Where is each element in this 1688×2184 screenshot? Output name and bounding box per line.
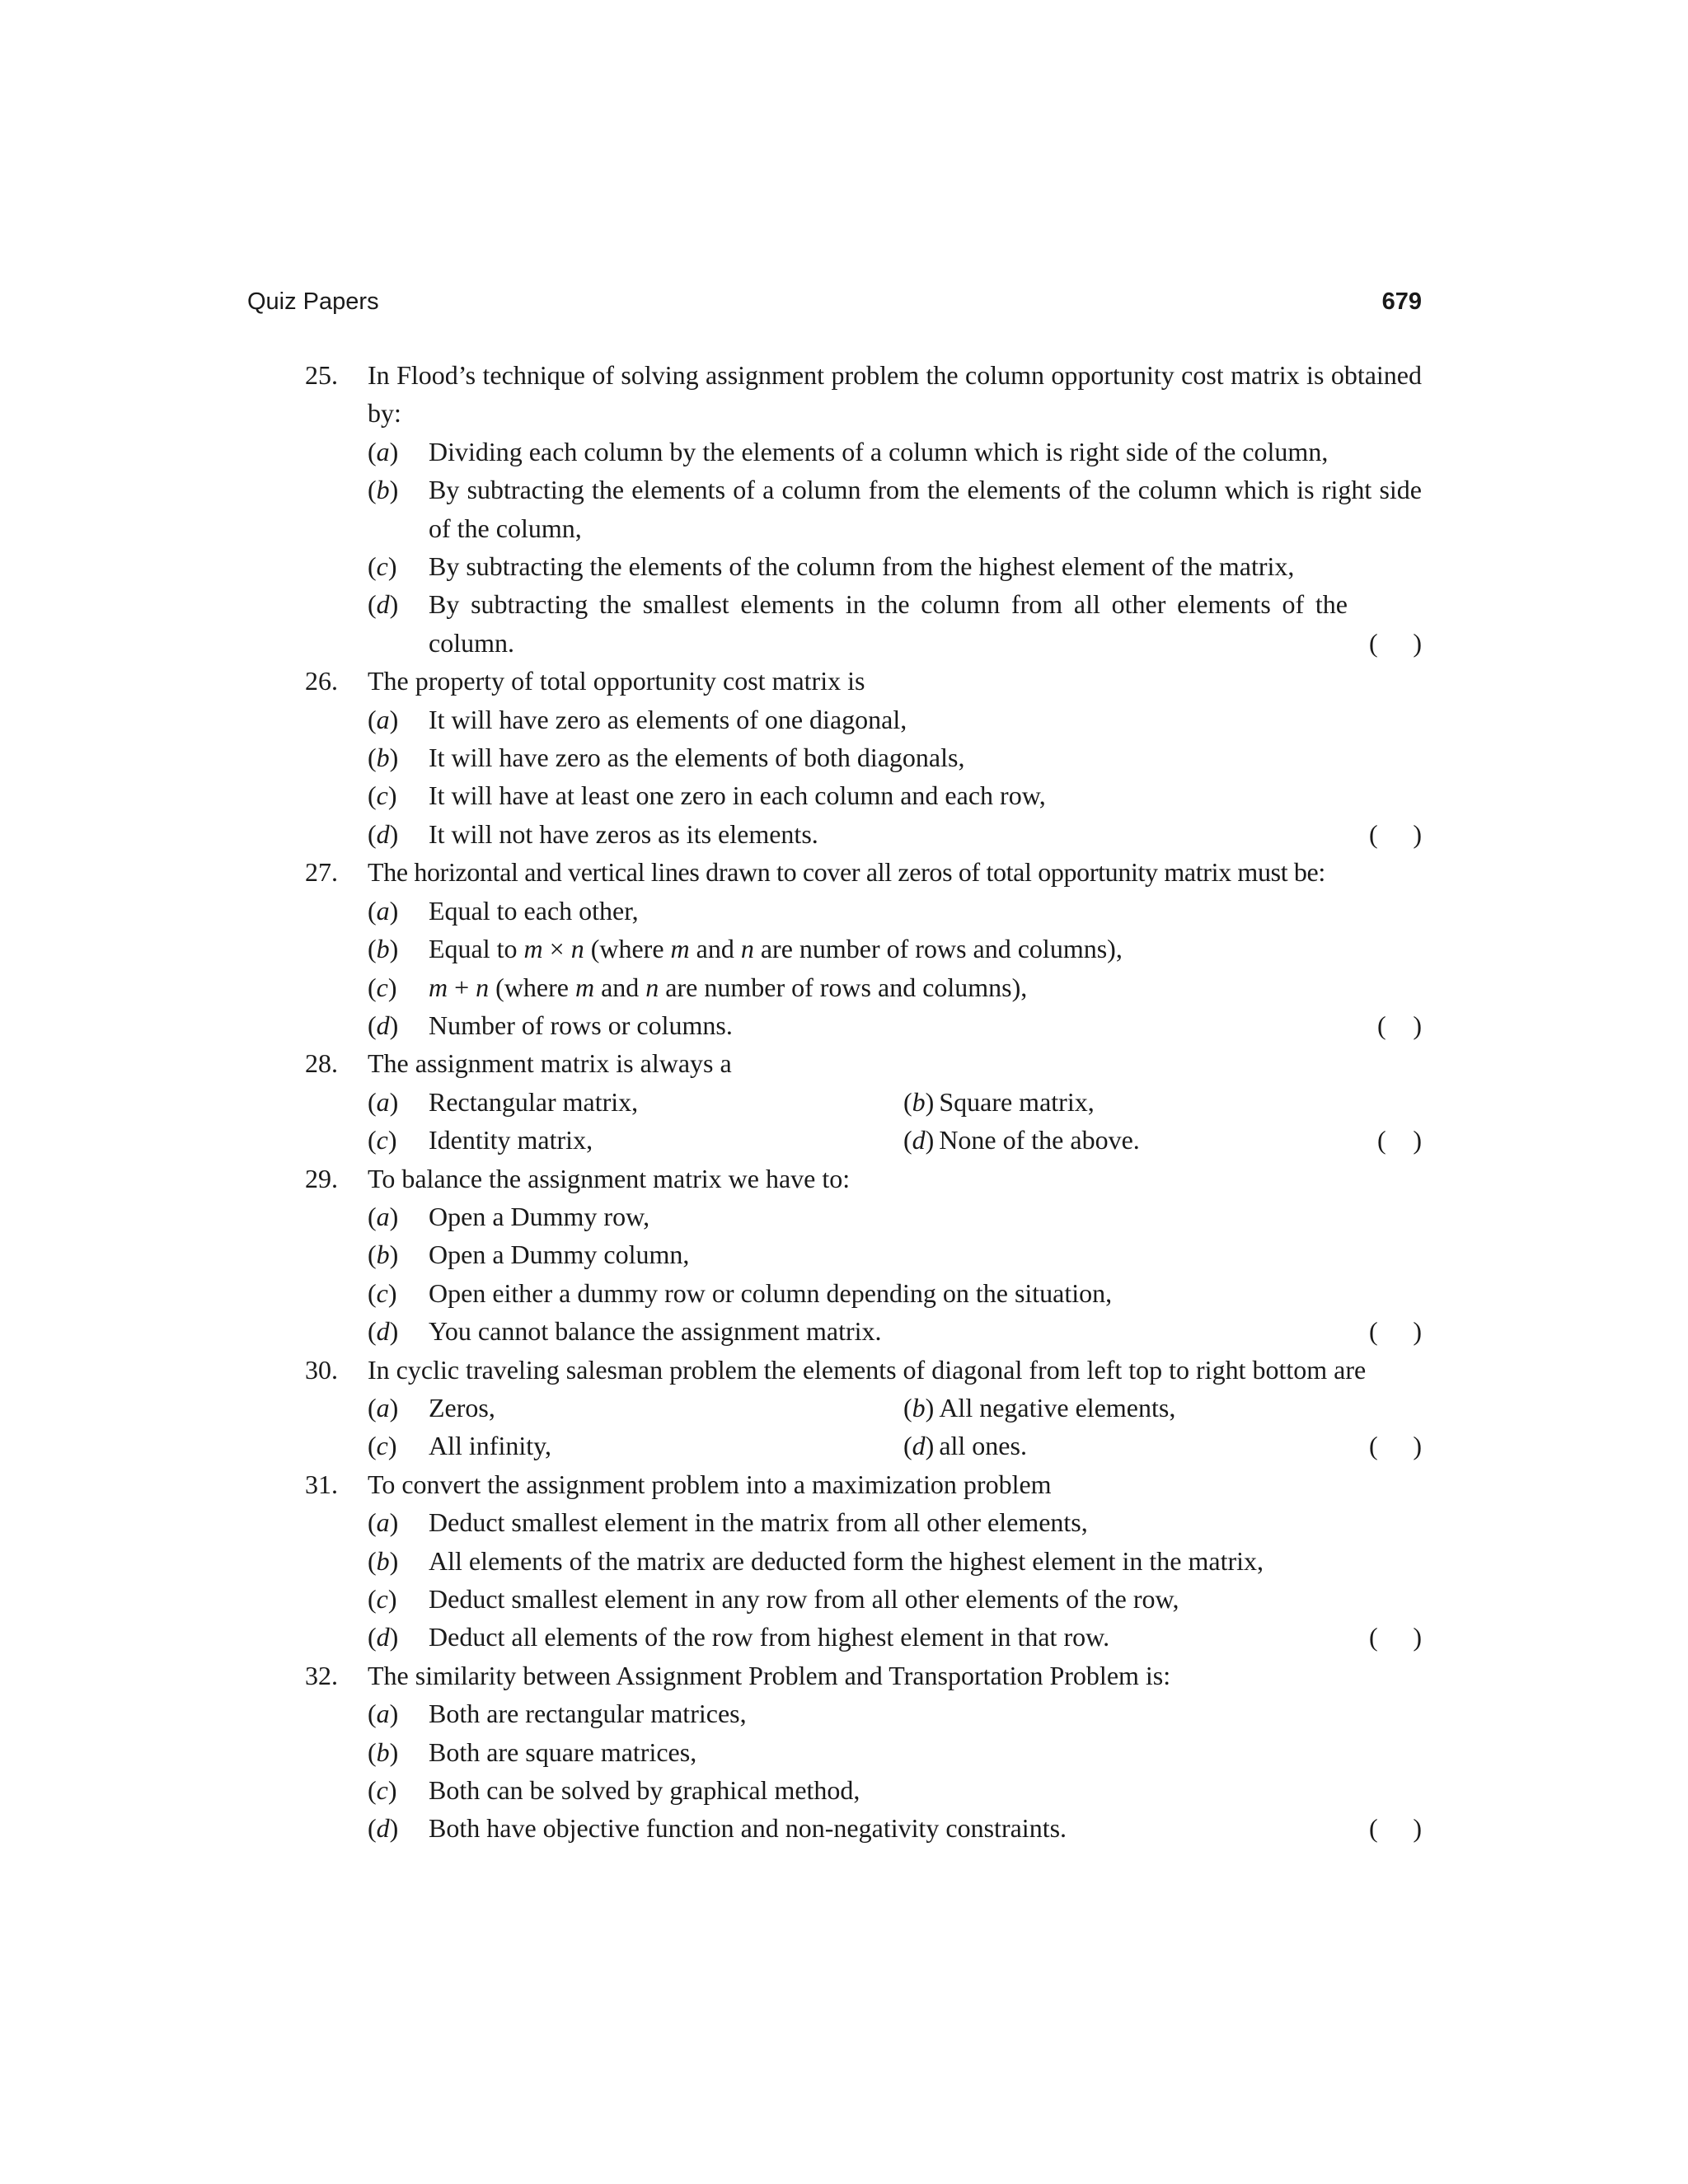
question <box>305 1657 1422 1848</box>
option-d: (d) Deduct all elements of the row from highest element in that row. ( ) <box>368 1618 1422 1656</box>
option-c: (c) Deduct smallest element in any row from all other elements of the row, <box>368 1580 1422 1618</box>
option-text: All negative elements, <box>939 1392 1176 1422</box>
option-text: It will not have zeros as its elements. <box>429 818 818 849</box>
option-b: (b) It will have zero as the elements of both diagonals, <box>368 738 1422 776</box>
option-text: Both have objective function and non-negativity constraints. <box>429 1813 1067 1844</box>
answer-blank[interactable]: ( ) <box>1369 627 1422 658</box>
option-text: all ones. <box>939 1431 1027 1461</box>
option-letter: d <box>376 1010 390 1040</box>
question-number: 31. <box>305 1469 338 1499</box>
question <box>305 356 1422 662</box>
question-text: The assignment matrix is always a <box>368 1048 732 1079</box>
option-letter: c <box>376 1584 388 1614</box>
option-a: (a) Rectangular matrix, <box>368 1083 903 1121</box>
option-text: Both can be solved by graphical method, <box>429 1775 860 1806</box>
option-letter: b <box>912 1392 926 1422</box>
option-text: Rectangular matrix, <box>429 1086 639 1117</box>
question-text: In cyclic traveling salesman problem the elements of diagonal from left top to right bottom are <box>368 1354 1367 1385</box>
question-text: The property of total opportunity cost matrix is <box>368 666 865 696</box>
question <box>305 1351 1422 1465</box>
option-a: (a) Dividing each column by the elements of a column which is right side of the column, <box>368 433 1422 471</box>
option-c: (c) Both can be solved by graphical method, <box>368 1771 1422 1809</box>
question-text: In Flood’s technique of solving assignment problem the column opportunity cost matrix is obtained by: <box>368 360 1422 429</box>
answer-blank[interactable]: ( ) <box>1377 1010 1422 1040</box>
option-b: (b) Square matrix, <box>903 1083 1095 1121</box>
option-letter: a <box>376 436 390 466</box>
option-c: (c) By subtracting the elements of the column from the highest element of the matrix, <box>368 547 1422 585</box>
question-text: The horizontal and vertical lines drawn to cover all zeros of total opportunity matrix must be: <box>368 857 1325 888</box>
option-text: It will have at least one zero in each column and each row, <box>429 780 1046 811</box>
answer-blank[interactable]: ( ) <box>1369 1431 1422 1461</box>
answer-blank[interactable]: ( ) <box>1377 1125 1422 1155</box>
option-a: (a) Deduct smallest element in the matrix from all other elements, <box>368 1503 1422 1541</box>
option-text: Deduct smallest element in the matrix from all other elements, <box>429 1507 1088 1538</box>
option-b: (b) All elements of the matrix are deducted form the highest element in the matrix, <box>368 1542 1422 1580</box>
option-letter: d <box>912 1125 926 1155</box>
option-letter: c <box>376 1125 388 1155</box>
option-d: (d) None of the above. <box>903 1121 1140 1159</box>
option-text: None of the above. <box>939 1125 1140 1155</box>
question-number: 25. <box>305 360 338 390</box>
question-number: 27. <box>305 857 338 888</box>
option-text: All infinity, <box>429 1431 552 1461</box>
option-text: Number of rows or columns. <box>429 1010 733 1040</box>
option-letter: d <box>376 1622 390 1652</box>
option-letter: d <box>376 589 390 620</box>
option-text: m + n (where m and n are number of rows and columns), <box>429 972 1028 1002</box>
option-pair <box>368 1121 1422 1159</box>
option-letter: a <box>376 1699 390 1729</box>
option-letter: b <box>376 1736 390 1767</box>
option-b: (b) Both are square matrices, <box>368 1733 1422 1771</box>
option-b: (b) Open a Dummy column, <box>368 1235 1422 1273</box>
option-text: Open a Dummy column, <box>429 1240 690 1270</box>
option-text: Both are rectangular matrices, <box>429 1699 747 1729</box>
option-text: By subtracting the smallest elements in the column from all other elements of the column. <box>429 589 1348 658</box>
question <box>305 853 1422 1044</box>
option-a: (a) Zeros, <box>368 1389 903 1427</box>
option-text: Equal to each other, <box>429 895 639 926</box>
option-d: (d) By subtracting the smallest elements in the column from all other elements of the column. ( ) <box>368 585 1422 662</box>
question-number: 26. <box>305 666 338 696</box>
option-b: (b) By subtracting the elements of a column from the elements of the column which is right side of the column, <box>368 471 1422 547</box>
option-b: (b) All negative elements, <box>903 1389 1175 1427</box>
option-letter: c <box>376 1277 388 1308</box>
option-c: (c) m + n (where m and n are number of rows and columns), <box>368 968 1422 1006</box>
option-letter: c <box>376 972 388 1002</box>
option-text: Square matrix, <box>939 1086 1095 1117</box>
option-letter: b <box>376 743 390 773</box>
question-number: 30. <box>305 1354 338 1385</box>
page-number: 679 <box>1381 288 1422 315</box>
option-pair <box>368 1083 1422 1121</box>
option-letter: a <box>376 1086 390 1117</box>
option-letter: b <box>912 1086 926 1117</box>
option-text: By subtracting the elements of a column from the elements of the column which is right side of the column, <box>429 475 1422 543</box>
question <box>305 1160 1422 1351</box>
option-text: Both are square matrices, <box>429 1736 697 1767</box>
option-letter: b <box>376 1240 390 1270</box>
option-a: (a) It will have zero as elements of one diagonal, <box>368 701 1422 738</box>
option-d: (d) all ones. <box>903 1427 1027 1465</box>
option-c: (c) Identity matrix, <box>368 1121 903 1159</box>
option-letter: d <box>376 1813 390 1844</box>
option-letter: d <box>376 1316 390 1347</box>
question-number: 29. <box>305 1163 338 1193</box>
page-header <box>247 288 1422 316</box>
option-letter: c <box>376 780 388 811</box>
option-a: (a) Both are rectangular matrices, <box>368 1694 1422 1732</box>
option-letter: a <box>376 1507 390 1538</box>
answer-blank[interactable]: ( ) <box>1369 1622 1422 1652</box>
question <box>305 1044 1422 1159</box>
option-text: Identity matrix, <box>429 1125 593 1155</box>
option-text: Dividing each column by the elements of a column which is right side of the column, <box>429 436 1329 466</box>
option-letter: d <box>912 1431 926 1461</box>
answer-blank[interactable]: ( ) <box>1369 1316 1422 1347</box>
option-d: (d) Both have objective function and non-negativity constraints. ( ) <box>368 1809 1422 1847</box>
option-c: (c) It will have at least one zero in each column and each row, <box>368 776 1422 814</box>
option-letter: a <box>376 704 390 734</box>
option-text: Deduct smallest element in any row from all other elements of the row, <box>429 1584 1179 1614</box>
option-d: (d) Number of rows or columns. ( ) <box>368 1006 1422 1044</box>
option-d: (d) It will not have zeros as its elements. ( ) <box>368 815 1422 853</box>
question <box>305 1465 1422 1657</box>
option-text: Deduct all elements of the row from highest element in that row. <box>429 1622 1110 1652</box>
answer-blank[interactable]: ( ) <box>1369 1813 1422 1844</box>
option-pair <box>368 1389 1422 1427</box>
option-letter: b <box>376 475 390 505</box>
question-list <box>305 356 1422 1848</box>
option-a: (a) Open a Dummy row, <box>368 1197 1422 1235</box>
option-c: (c) All infinity, <box>368 1427 903 1465</box>
question-number: 32. <box>305 1660 338 1690</box>
option-d: (d) You cannot balance the assignment matrix. ( ) <box>368 1312 1422 1350</box>
option-text: Equal to m × n (where m and n are number of rows and columns), <box>429 934 1123 964</box>
option-text: All elements of the matrix are deducted form the highest element in the matrix, <box>429 1545 1264 1576</box>
answer-blank[interactable]: ( ) <box>1369 818 1422 849</box>
option-letter: b <box>376 1545 390 1576</box>
option-letter: c <box>376 1431 388 1461</box>
option-pair <box>368 1427 1422 1465</box>
option-letter: c <box>376 551 388 582</box>
option-letter: b <box>376 934 390 964</box>
question-text: The similarity between Assignment Problem and Transportation Problem is: <box>368 1660 1171 1690</box>
option-letter: a <box>376 1392 390 1422</box>
option-a: (a) Equal to each other, <box>368 892 1422 930</box>
option-letter: d <box>376 818 390 849</box>
running-title: Quiz Papers <box>247 288 379 315</box>
option-text: By subtracting the elements of the column from the highest element of the matrix, <box>429 551 1295 582</box>
option-text: Open a Dummy row, <box>429 1201 650 1231</box>
option-letter: c <box>376 1775 388 1806</box>
option-text: Open either a dummy row or column depending on the situation, <box>429 1277 1113 1308</box>
option-text: Zeros, <box>429 1392 495 1422</box>
option-b: (b) Equal to m × n (where m and n are number of rows and columns), <box>368 930 1422 968</box>
option-text: It will have zero as elements of one diagonal, <box>429 704 907 734</box>
option-letter: a <box>376 1201 390 1231</box>
option-c: (c) Open either a dummy row or column depending on the situation, <box>368 1274 1422 1312</box>
option-letter: a <box>376 895 390 926</box>
option-text: It will have zero as the elements of both diagonals, <box>429 743 965 773</box>
question-text: To balance the assignment matrix we have to: <box>368 1163 851 1193</box>
question-number: 28. <box>305 1048 338 1079</box>
question-text: To convert the assignment problem into a maximization problem <box>368 1469 1052 1499</box>
question <box>305 662 1422 853</box>
option-text: You cannot balance the assignment matrix. <box>429 1316 882 1347</box>
